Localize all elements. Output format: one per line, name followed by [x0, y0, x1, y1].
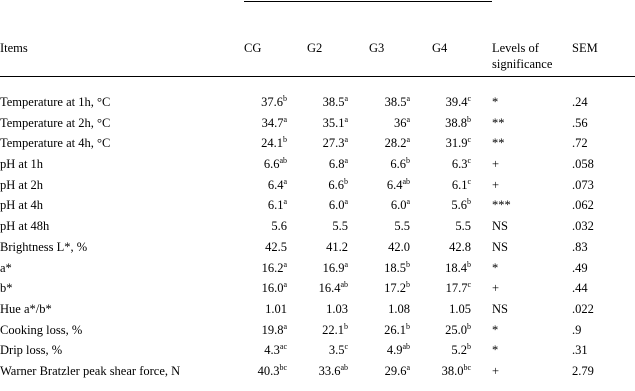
value-g2: 3.5	[328, 343, 345, 358]
row-value-cg	[265, 237, 287, 258]
table-row	[0, 258, 635, 279]
row-item-label: pH at 2h	[0, 177, 44, 192]
row-item-label: pH at 4h	[0, 198, 44, 213]
row-value-g2	[323, 258, 348, 279]
row-value-cg	[262, 320, 287, 341]
superscript-cg: a	[283, 176, 287, 186]
value-g4: 5.5	[455, 219, 471, 234]
superscript-g2: a	[344, 259, 348, 269]
value-g2: 35.1	[322, 115, 345, 130]
row-value-cg	[264, 340, 287, 361]
row-value-g4	[446, 278, 471, 299]
row-value-g4	[446, 92, 471, 113]
row-value-cg	[262, 258, 287, 279]
value-g2: 16.4	[318, 281, 341, 296]
header-g4: G4	[432, 41, 448, 55]
table-top-rule	[244, 1, 492, 2]
row-value-g2	[323, 133, 348, 154]
row-value-g3	[394, 113, 410, 134]
row-sem: .062	[572, 198, 594, 213]
row-value-g3	[388, 237, 410, 258]
value-g4: 42.8	[449, 239, 471, 254]
row-value-g3	[385, 361, 410, 382]
value-g4: 5.6	[451, 198, 467, 213]
row-value-g2	[322, 320, 348, 341]
superscript-g4: c	[467, 155, 471, 165]
value-cg: 37.6	[261, 95, 283, 109]
row-sem: .44	[572, 281, 588, 296]
value-g3: 28.2	[384, 136, 407, 151]
superscript-g4: b	[467, 321, 471, 331]
value-g4: 18.4	[445, 260, 467, 275]
superscript-g2: a	[344, 135, 348, 145]
value-g2: 6.8	[328, 157, 345, 172]
superscript-cg: a	[283, 321, 287, 331]
table-row	[0, 195, 635, 216]
superscript-g4: c	[467, 176, 471, 186]
row-item-label: b*	[0, 281, 13, 296]
row-item-label: pH at 48h	[0, 219, 50, 234]
row-value-g2	[319, 278, 348, 299]
row-value-g4	[445, 258, 471, 279]
superscript-g3: a	[406, 135, 410, 145]
row-value-g2	[328, 175, 348, 196]
superscript-g4: b	[467, 259, 471, 269]
superscript-cg: a	[283, 114, 287, 124]
value-g2: 1.03	[326, 301, 348, 316]
row-item-label: Temperature at 1h, °C	[0, 95, 111, 109]
row-item-label: Temperature at 2h, °C	[0, 115, 111, 130]
superscript-g3: b	[406, 155, 410, 165]
value-cg: 6.1	[267, 198, 284, 213]
value-cg: 34.7	[261, 115, 284, 130]
row-sem: 2.79	[572, 363, 594, 378]
row-significance: NS	[492, 219, 508, 234]
value-g3: 6.4	[386, 177, 403, 192]
value-g2: 6.0	[328, 198, 345, 213]
table-row	[0, 299, 635, 320]
table-row	[0, 133, 635, 154]
row-value-g2	[326, 237, 348, 258]
superscript-g4: c	[467, 93, 471, 103]
value-g3: 29.6	[384, 363, 407, 378]
row-value-g4	[445, 320, 471, 341]
table-row	[0, 340, 635, 361]
table-row	[0, 216, 635, 237]
row-value-g3	[394, 216, 410, 237]
value-cg: 42.5	[265, 239, 287, 254]
table-row	[0, 278, 635, 299]
row-value-cg	[258, 361, 287, 382]
row-value-cg	[264, 154, 287, 175]
superscript-g3: a	[406, 93, 410, 103]
superscript-g3: b	[406, 280, 410, 290]
row-sem: .56	[572, 115, 588, 130]
superscript-g2: b	[344, 321, 348, 331]
row-value-g2	[329, 154, 348, 175]
table-body	[0, 92, 635, 382]
value-g4: 38.0	[441, 363, 464, 378]
value-g4: 25.0	[445, 322, 467, 337]
row-item-label: Drip loss, %	[0, 343, 63, 358]
superscript-g2: a	[344, 93, 348, 103]
superscript-g4: b	[467, 342, 471, 352]
value-g4: 6.3	[451, 157, 468, 172]
row-significance: NS	[492, 239, 508, 254]
value-cg: 16.2	[261, 260, 284, 275]
row-sem: .058	[572, 157, 594, 172]
header-levels-of-significance: Levels of significance	[492, 41, 553, 71]
row-sem: .24	[572, 95, 588, 109]
row-item-label: Hue a*/b*	[0, 301, 52, 316]
row-value-g4	[445, 113, 471, 134]
row-significance: NS	[492, 301, 508, 316]
row-item-label: a*	[0, 260, 12, 275]
value-cg: 19.8	[261, 322, 284, 337]
row-value-g2	[326, 299, 348, 320]
table-row	[0, 175, 635, 196]
row-significance: +	[492, 281, 500, 296]
row-value-g3	[384, 278, 410, 299]
superscript-cg: ac	[279, 342, 287, 352]
value-g3: 1.08	[388, 301, 410, 316]
row-sem: .31	[572, 343, 588, 358]
row-value-g4	[446, 133, 471, 154]
value-g4: 5.2	[451, 343, 467, 358]
superscript-g3: ab	[402, 342, 410, 352]
value-g2: 41.2	[326, 239, 348, 254]
row-item-label: Brightness L*, %	[0, 239, 88, 254]
row-value-cg	[268, 195, 287, 216]
row-value-g2	[329, 195, 348, 216]
value-g2: 38.5	[322, 95, 345, 109]
row-sem: .073	[572, 177, 594, 192]
superscript-g4: c	[467, 280, 471, 290]
superscript-cg: b	[283, 135, 287, 145]
row-value-g2	[329, 340, 348, 361]
value-g2: 5.5	[332, 219, 348, 234]
superscript-cg: b	[283, 93, 287, 103]
superscript-g4: c	[467, 135, 471, 145]
row-value-g3	[384, 320, 410, 341]
value-g4: 31.9	[445, 136, 468, 151]
value-g3: 17.2	[384, 281, 406, 296]
header-sem: SEM	[572, 41, 598, 55]
row-item-label: pH at 1h	[0, 157, 44, 172]
header-rule	[0, 76, 635, 77]
row-value-cg	[262, 278, 287, 299]
row-value-cg	[262, 113, 287, 134]
row-value-g3	[387, 340, 410, 361]
row-significance: *	[492, 343, 499, 358]
header-g2: G2	[307, 41, 323, 55]
row-value-g4	[449, 237, 471, 258]
superscript-cg: a	[283, 197, 287, 207]
value-g3: 6.6	[390, 157, 406, 172]
row-significance: *	[492, 322, 499, 337]
superscript-g2: b	[344, 176, 348, 186]
superscript-g4: b	[467, 114, 471, 124]
value-g2: 27.3	[322, 136, 345, 151]
row-value-cg	[271, 216, 287, 237]
row-value-g3	[388, 299, 410, 320]
value-g2: 33.6	[318, 363, 341, 378]
table-row	[0, 361, 635, 382]
row-item-label: Cooking loss, %	[0, 322, 83, 337]
table-row	[0, 154, 635, 175]
row-significance: +	[492, 177, 500, 192]
row-value-g2	[323, 92, 348, 113]
row-sem: .83	[572, 239, 588, 254]
superscript-cg: a	[283, 259, 287, 269]
row-significance: +	[492, 157, 500, 172]
row-value-g4	[451, 340, 471, 361]
row-item-label: Temperature at 4h, °C	[0, 136, 111, 151]
superscript-g3: a	[406, 114, 410, 124]
row-sem: .49	[572, 260, 588, 275]
row-significance: ***	[492, 198, 511, 213]
value-g3: 26.1	[384, 322, 406, 337]
value-g4: 6.1	[451, 177, 468, 192]
value-cg: 4.3	[264, 343, 280, 358]
value-g2: 22.1	[322, 322, 344, 337]
superscript-cg: a	[283, 280, 287, 290]
value-g4: 17.7	[445, 281, 468, 296]
table-row	[0, 237, 635, 258]
value-g3: 6.0	[390, 198, 407, 213]
row-sem: .032	[572, 219, 594, 234]
superscript-cg: ab	[279, 155, 287, 165]
value-cg: 24.1	[261, 136, 283, 151]
row-value-cg	[261, 92, 287, 113]
header-cg: CG	[244, 41, 262, 55]
superscript-g3: a	[406, 362, 410, 372]
superscript-g2: c	[344, 342, 348, 352]
value-cg: 5.6	[271, 219, 287, 234]
value-g3: 36	[393, 115, 407, 130]
value-g3: 18.5	[384, 260, 406, 275]
value-g3: 42.0	[388, 239, 410, 254]
row-value-g3	[384, 258, 410, 279]
row-value-g4	[442, 361, 471, 382]
row-significance: +	[492, 363, 500, 378]
value-cg: 6.4	[267, 177, 284, 192]
row-value-cg	[261, 133, 287, 154]
row-significance: *	[492, 95, 499, 109]
superscript-g4: bc	[463, 362, 471, 372]
value-cg: 1.01	[265, 301, 287, 316]
value-cg: 6.6	[263, 157, 280, 172]
row-value-g3	[390, 154, 410, 175]
row-value-g3	[385, 92, 410, 113]
row-value-g3	[391, 195, 410, 216]
row-value-cg	[268, 175, 287, 196]
row-value-g4	[455, 216, 471, 237]
row-value-g3	[385, 133, 410, 154]
superscript-g2: a	[344, 155, 348, 165]
superscript-g2: ab	[340, 362, 348, 372]
row-significance: **	[492, 115, 505, 130]
header-g3: G3	[369, 41, 385, 55]
value-cg: 40.3	[257, 363, 280, 378]
superscript-g2: a	[344, 197, 348, 207]
table-row	[0, 92, 635, 113]
superscript-cg: bc	[279, 362, 287, 372]
superscript-g3: b	[406, 259, 410, 269]
superscript-g4: b	[467, 197, 471, 207]
row-value-g3	[387, 175, 410, 196]
header-items: Items	[0, 41, 28, 55]
superscript-g3: ab	[402, 176, 410, 186]
table-row	[0, 113, 635, 134]
value-g3: 4.9	[386, 343, 403, 358]
row-value-g4	[449, 299, 471, 320]
value-g3: 38.5	[384, 95, 407, 109]
table-row	[0, 320, 635, 341]
row-value-g2	[332, 216, 348, 237]
row-significance: *	[492, 260, 499, 275]
row-significance: **	[492, 136, 505, 151]
row-sem: .72	[572, 136, 588, 151]
row-value-g4	[452, 154, 471, 175]
row-value-g2	[319, 361, 348, 382]
value-cg: 16.0	[261, 281, 284, 296]
row-value-g2	[323, 113, 348, 134]
value-g4: 38.8	[445, 115, 467, 130]
value-g4: 1.05	[449, 301, 471, 316]
row-value-g4	[452, 175, 471, 196]
superscript-g3: b	[406, 321, 410, 331]
superscript-g2: a	[344, 114, 348, 124]
value-g4: 39.4	[445, 95, 468, 109]
row-item-label: Warner Bratzler peak shear force, N	[0, 363, 181, 378]
superscript-g2: ab	[340, 280, 348, 290]
row-sem: .022	[572, 301, 594, 316]
value-g3: 5.5	[394, 219, 410, 234]
value-g2: 6.6	[328, 177, 344, 192]
row-value-cg	[265, 299, 287, 320]
value-g2: 16.9	[322, 260, 345, 275]
row-value-g4	[451, 195, 471, 216]
superscript-g3: a	[406, 197, 410, 207]
row-sem: .9	[572, 322, 582, 337]
